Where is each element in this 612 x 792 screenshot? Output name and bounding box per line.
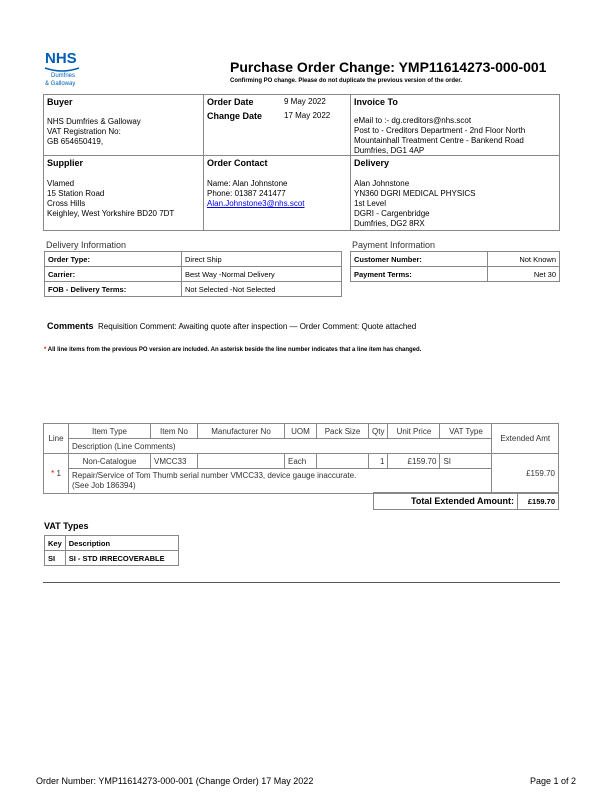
delivery-info-table: Order Type: Direct Ship Carrier: Best Way -Normal Delivery FOB - Delivery Terms: Not Selected -Not Selected xyxy=(44,251,342,297)
delivery-details: Alan Johnstone YN360 DGRI MEDICAL PHYSICS 1st Level DGRI - Cargenbridge Dumfries, DG2 8RX xyxy=(354,179,476,228)
order-date-label: Order Date xyxy=(207,97,254,107)
page-title: Purchase Order Change: YMP11614273-000-001 xyxy=(230,59,547,75)
change-date-label: Change Date xyxy=(207,111,263,121)
contact-heading: Order Contact xyxy=(207,158,268,168)
footer-page-number: Page 1 of 2 xyxy=(529,776,576,786)
vat-types-heading: VAT Types xyxy=(44,521,89,531)
order-date-value: 9 May 2022 xyxy=(284,97,326,106)
comments: Comments Requisition Comment: Awaiting quote after inspection — Order Comment: Quote attached xyxy=(47,321,417,331)
buyer-details: NHS Dumfries & Galloway VAT Registration No: GB 654650419, xyxy=(47,117,141,146)
vat-types-table: Key Description SI SI - STD IRRECOVERABLE xyxy=(44,535,179,566)
supplier-heading: Supplier xyxy=(47,158,84,168)
line-items-table: Line Item Type Item No Manufacturer No UOM Pack Size Qty Unit Price VAT Type Extended Amt Description (Line Comments) * 1 Non-Catalogue VMCC33 Each 1 £159.70 SI £159.70 Repair/Service of Tom Thumb serial number VMCC33, device gauge inaccurate. (See Job 186394) xyxy=(43,423,559,494)
logo-line1: Dumfries xyxy=(51,73,76,79)
payment-info-table: Customer Number: Not Known Payment Terms: Net 30 xyxy=(350,251,560,282)
supplier-details: Vlamed 15 Station Road Cross Hills Keighley, West Yorkshire BD20 7DT xyxy=(47,179,175,218)
contact-details: Name: Alan Johnstone Phone: 01387 241477 Alan.Johnstone3@nhs.scot xyxy=(207,179,305,208)
table-row: * 1 Non-Catalogue VMCC33 Each 1 £159.70 SI £159.70 xyxy=(44,454,559,469)
invoice-details: eMail to :- dg.creditors@nhs.scot Post to - Creditors Department - 2nd Floor North Mountainhall Treatment Centre - Bankend Road Dumfries, DG1 4AP xyxy=(354,116,526,155)
logo-wave-icon xyxy=(44,66,80,72)
footer-order-number: Order Number: YMP11614273-000-001 (Change Order) 17 May 2022 xyxy=(36,776,314,786)
payment-info-heading: Payment Information xyxy=(352,240,436,250)
page-subtitle: Confirming PO change. Please do not duplicate the previous version of the order. xyxy=(230,78,463,84)
delivery-info-heading: Delivery Information xyxy=(46,240,127,250)
divider xyxy=(43,582,560,583)
change-date-value: 17 May 2022 xyxy=(284,111,331,120)
delivery-heading: Delivery xyxy=(354,158,390,168)
logo-line2: & Galloway xyxy=(45,81,76,87)
change-note: * All line items from the previous PO version are included. An asterisk beside the line number indicates that a line item has changed. xyxy=(44,347,422,353)
contact-email-link[interactable]: Alan.Johnstone3@nhs.scot xyxy=(207,199,305,208)
buyer-heading: Buyer xyxy=(47,97,73,107)
invoice-heading: Invoice To xyxy=(354,97,398,107)
logo-brand: NHS xyxy=(45,50,77,67)
total-box: Total Extended Amount: £159.70 xyxy=(373,492,559,510)
